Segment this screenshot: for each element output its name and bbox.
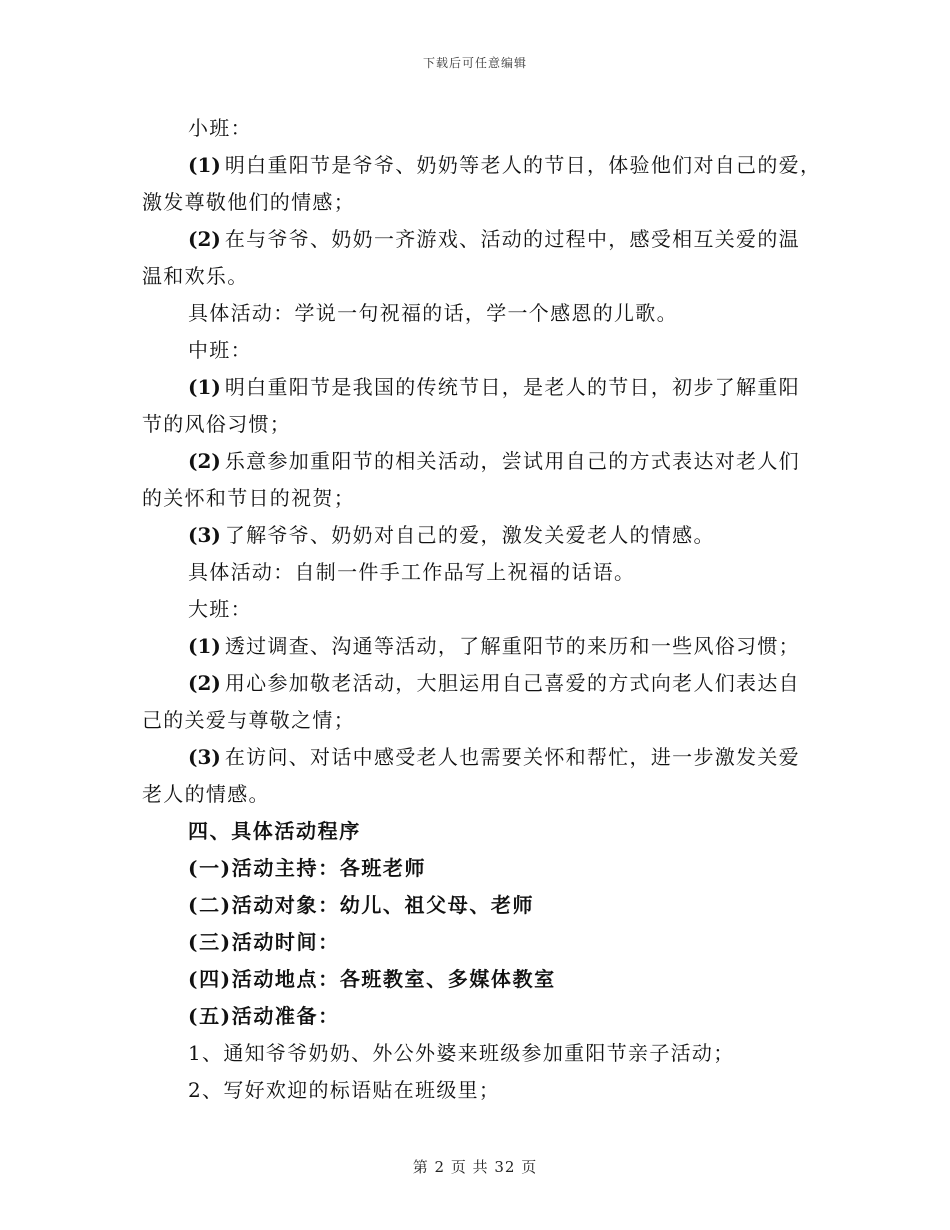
paragraph-line <box>142 628 822 665</box>
paragraph-text: 明白重阳节是爷爷、奶奶等老人的节日，体验他们对自己的爱， <box>224 153 822 177</box>
paragraph-line: 1、通知爷爷奶奶、外公外婆来班级参加重阳节亲子活动； <box>188 1041 735 1065</box>
paragraph-text: 透过调查、沟通等活动，了解重阳节的来历和一些风俗习惯； <box>224 634 800 658</box>
paragraph-line: 2、写好欢迎的标语贴在班级里； <box>188 1078 501 1102</box>
list-number: (2) <box>188 449 221 473</box>
list-number: (2) <box>188 227 221 251</box>
paragraph-line <box>142 739 822 776</box>
paragraph-line: 中班： <box>188 338 252 362</box>
paragraph-text: 用心参加敬老活动，大胆运用自己喜爱的方式向老人们表达自 <box>224 671 800 695</box>
paragraph-line: 温和欢乐。 <box>142 264 249 288</box>
section-item: (四)活动地点：各班教室、多媒体教室 <box>188 967 556 991</box>
paragraph-line: 具体活动：学说一句祝福的话，学一个感恩的儿歌。 <box>188 301 678 325</box>
paragraph-line <box>142 517 822 554</box>
list-number: (1) <box>188 153 221 177</box>
paragraph-line: 己的关爱与尊敬之情； <box>142 708 355 732</box>
paragraph-line: 小班： <box>188 116 252 140</box>
paragraph-text: 了解爷爷、奶奶对自己的爱，激发关爱老人的情感。 <box>224 523 715 547</box>
section-heading: 四、具体活动程序 <box>188 819 361 843</box>
paragraph-line: 激发尊敬他们的情感； <box>142 190 355 214</box>
list-number: (3) <box>188 745 221 769</box>
paragraph-line: 大班： <box>188 597 252 621</box>
page-footer: 第 2 页 共 32 页 <box>412 1158 538 1176</box>
list-number: (3) <box>188 523 221 547</box>
paragraph-line: 具体活动：自制一件手工作品写上祝福的话语。 <box>188 560 636 584</box>
paragraph-text: 乐意参加重阳节的相关活动，尝试用自己的方式表达对老人们 <box>224 449 800 473</box>
document-body <box>142 110 822 1109</box>
paragraph-line: 节的风俗习惯； <box>142 412 292 436</box>
paragraph-line <box>142 147 822 184</box>
page-header: 下载后可任意编辑 <box>422 56 527 70</box>
paragraph-line <box>142 369 822 406</box>
section-item: (三)活动时间： <box>188 930 340 954</box>
list-number: (1) <box>188 375 221 399</box>
section-item: (二)活动对象：幼儿、祖父母、老师 <box>188 893 535 917</box>
paragraph-text: 在与爷爷、奶奶一齐游戏、活动的过程中，感受相互关爱的温 <box>224 227 800 251</box>
paragraph-text: 明白重阳节是我国的传统节日，是老人的节日，初步了解重阳 <box>224 375 800 399</box>
paragraph-text: 在访问、对话中感受老人也需要关怀和帮忙，进一步激发关爱 <box>224 745 800 769</box>
section-item: (五)活动准备： <box>188 1004 340 1028</box>
list-number: (2) <box>188 671 221 695</box>
paragraph-line <box>142 443 822 480</box>
paragraph-line <box>142 221 822 258</box>
paragraph-line: 的关怀和节日的祝贺； <box>142 486 355 510</box>
list-number: (1) <box>188 634 221 658</box>
paragraph-line: 老人的情感。 <box>142 782 270 806</box>
paragraph-line <box>142 665 822 702</box>
section-item: (一)活动主持：各班老师 <box>188 856 427 880</box>
